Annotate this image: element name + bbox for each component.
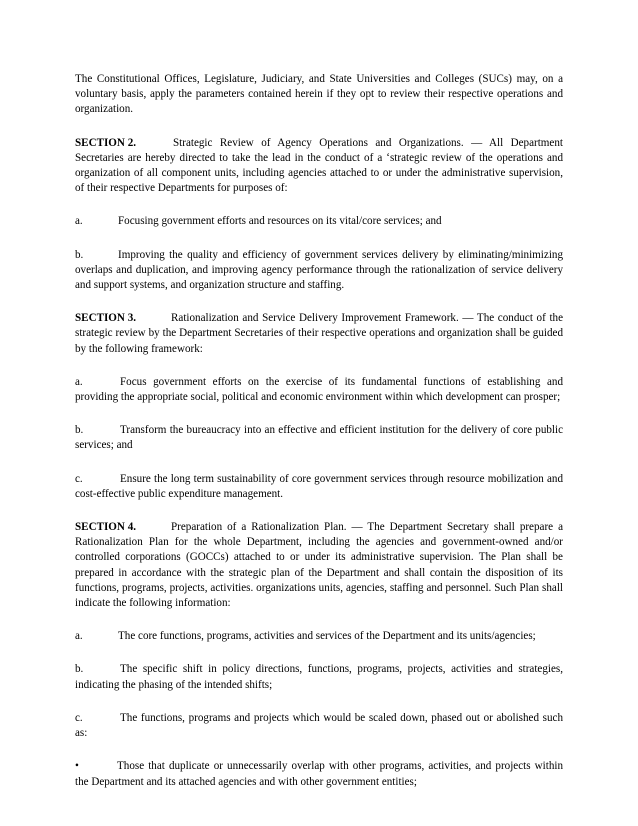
item-text: The core functions, programs, activities and services of the Department and its units/agencies; (118, 630, 536, 643)
item-marker: a. (75, 630, 83, 643)
item-marker: a. (75, 375, 83, 388)
item-text: Transform the bureaucracy into an effective and efficient institution for the delivery of core public services; and (75, 424, 563, 452)
item-marker: a. (75, 215, 83, 228)
section-3-paragraph (75, 311, 563, 357)
section-4-paragraph (75, 520, 563, 611)
section-3-text: Rationalization and Service Delivery Improvement Framework. — The conduct of the strategic review by the Department Secretaries of their respective operations and organization shall be guided by the following framework: (75, 312, 563, 355)
item-marker: c. (75, 472, 83, 485)
item-marker: c. (75, 711, 83, 724)
item-text: Focusing government efforts and resources on its vital/core services; and (118, 215, 442, 228)
section-3-heading: SECTION 3. (75, 312, 137, 325)
section-3-item-a (75, 375, 563, 405)
section-3-item-c (75, 472, 563, 502)
item-text: Focus government efforts on the exercise of its fundamental functions of establishing and providing the appropriate social, political and economic environment within which development can prosper; (75, 375, 563, 404)
item-text: The functions, programs and projects which would be scaled down, phased out or abolished such as: (75, 711, 563, 740)
section-2-item-b (75, 248, 563, 294)
section-2-text: Strategic Review of Agency Operations and Organizations. — All Department Secretaries are hereby directed to take the lead in the conduct of a ‘strategic review of the operations and organization of all component units, including agencies attached to or under the administrative supervision, of their respective Departments for purposes of: (75, 136, 563, 195)
section-2-paragraph (75, 136, 563, 197)
section-4-heading: SECTION 4. (75, 521, 137, 534)
section-4-item-b (75, 662, 563, 692)
intro-paragraph: The Constitutional Offices, Legislature, Judiciary, and State Universities and Colleges (SUCs) may, on a voluntary basis, apply the parameters contained herein if they opt to review their respective operations and organization. (75, 73, 563, 116)
bullet-text: Those that duplicate or unnecessarily overlap with other programs, activities, and projects within the Department and its attached agencies and with other government entities; (75, 760, 563, 788)
section-2-heading: SECTION 2. (75, 136, 137, 149)
item-marker: b. (75, 424, 84, 437)
item-text: The specific shift in policy directions, functions, programs, projects, activities and strategies, indicating the phasing of the intended shifts; (75, 663, 563, 691)
item-marker: b. (75, 248, 84, 261)
section-2-item-a (75, 214, 563, 229)
section-4-item-a (75, 629, 563, 644)
section-4-text: Preparation of a Rationalization Plan. — The Department Secretary shall prepare a Rationalization Plan for the whole Department, including the agencies and government-owned and/or controlled corporations (GOCCs) attached to or under its administrative supervision. The Plan shall be prepared in accordance with the strategic plan of the Department and shall contain the disposition of its functions, programs, projects, activities. organizations units, agencies, staffing and personnel. Such Plan shall indicate the following information: (75, 521, 563, 610)
section-4-bullet-1 (75, 759, 563, 789)
bullet-marker: • (75, 760, 79, 773)
item-text: Ensure the long term sustainability of core government services through resource mobilization and cost-effective public expenditure management. (75, 472, 563, 500)
section-3-item-b (75, 423, 563, 453)
item-marker: b. (75, 663, 84, 676)
section-4-item-c (75, 711, 563, 741)
item-text: Improving the quality and efficiency of government services delivery by eliminating/minimizing overlaps and duplication, and improving agency performance through the rationalization of service delivery and support systems, and organization structure and staffing. (75, 248, 563, 292)
document-page (75, 72, 563, 808)
